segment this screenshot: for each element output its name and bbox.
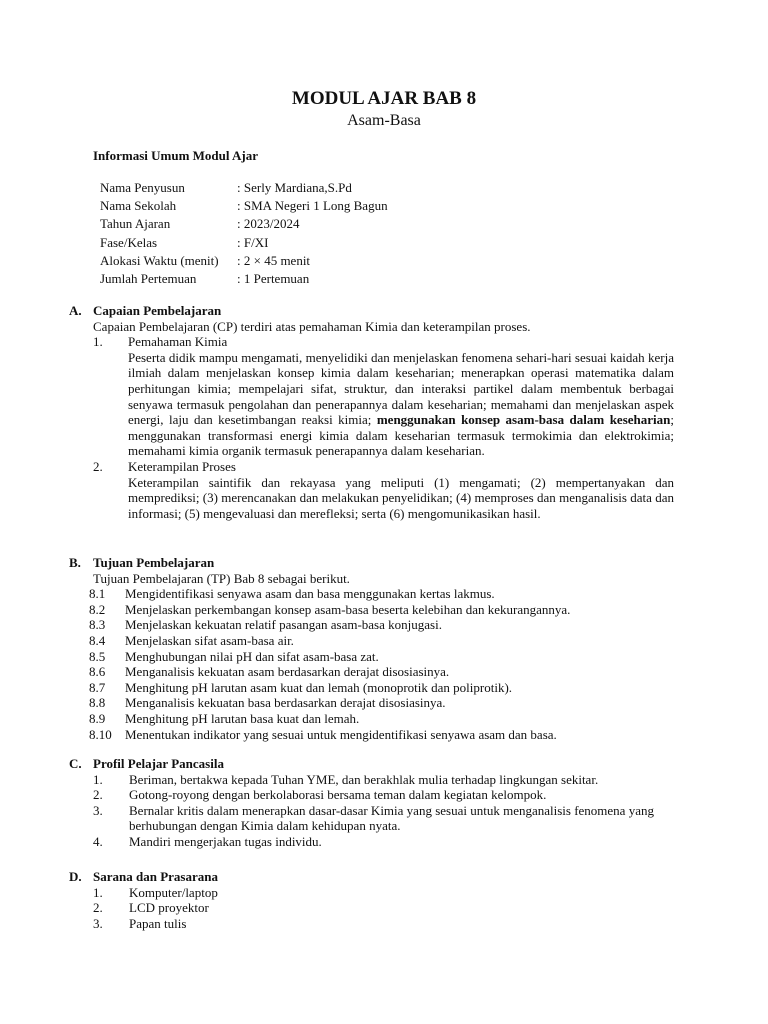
item-text: Menghitung pH larutan basa kuat dan lemah.	[125, 710, 360, 726]
info-label: Alokasi Waktu (menit)	[100, 252, 219, 268]
info-label: Nama Sekolah	[100, 198, 177, 214]
item-text: Menjelaskan sifat asam-basa air.	[125, 632, 294, 648]
item-number: 8.8	[89, 695, 106, 711]
item-number: 3.	[93, 802, 103, 818]
section-intro: Tujuan Pembelajaran (TP) Bab 8 sebagai berikut.	[93, 570, 350, 586]
section-tujuan-pembelajaran	[69, 555, 674, 742]
section-letter: C.	[69, 756, 82, 771]
document-subtitle: Asam-Basa	[347, 112, 421, 129]
list-item	[69, 664, 674, 680]
info-label: Fase/Kelas	[100, 234, 158, 250]
section-capaian-pembelajaran	[69, 303, 674, 521]
item-text: Menjelaskan kekuatan relatif pasangan asam-basa konjugasi.	[125, 617, 442, 633]
paragraph-text: Peserta didik mampu mengamati, menyelidiki dan menjelaskan fenomena sehari-hari sesuai kaidah kerja ilmiah dalam menjelaskan konsep kimia dalam keseharian; menerapkan operasi matematika dalam perhitungan kimia; mempelajari sifat, struktur, dan interaksi partikel dalam membentuk berbagai senyawa termasuk pengolahan dan penerapannya dalam keseharian; memahami dan menjelaskan aspek energi, laju dan kesetimbangan reaksi kimia;	[128, 349, 674, 428]
list-item	[69, 334, 674, 459]
section-profil-pelajar-pancasila	[69, 756, 674, 850]
list-item	[69, 695, 674, 711]
section-title: Capaian Pembelajaran	[93, 303, 222, 318]
list-item	[69, 586, 674, 602]
item-number: 1.	[93, 334, 103, 350]
section-title: Profil Pelajar Pancasila	[93, 756, 224, 771]
info-row	[100, 197, 388, 215]
info-value: : 1 Pertemuan	[237, 270, 310, 286]
section-letter: D.	[69, 869, 82, 884]
list-item	[69, 633, 674, 649]
item-number: 8.3	[89, 617, 106, 633]
info-value: : 2 × 45 menit	[237, 252, 311, 268]
item-number: 8.6	[89, 664, 106, 680]
item-text: Papan tulis	[129, 915, 187, 931]
item-paragraph	[128, 350, 674, 459]
item-text: Menentukan indikator yang sesuai untuk mengidentifikasi senyawa asam dan basa.	[125, 726, 557, 742]
section-heading	[69, 555, 674, 571]
section-sarana-prasarana	[69, 869, 674, 931]
item-text: Menjelaskan perkembangan konsep asam-basa beserta kelebihan dan kekurangannya.	[125, 601, 571, 617]
list-item	[69, 834, 674, 850]
list-item	[69, 772, 674, 788]
list-item	[69, 617, 674, 633]
item-number: 2.	[93, 787, 103, 803]
info-value: : F/XI	[237, 234, 269, 250]
section-intro: Capaian Pembelajaran (CP) terdiri atas pemahaman Kimia dan keterampilan proses.	[93, 318, 531, 334]
list-item	[69, 803, 674, 834]
list-item	[69, 711, 674, 727]
list-item	[69, 680, 674, 696]
section-letter: B.	[69, 555, 81, 570]
item-text: Menghubungan nilai pH dan sifat asam-basa zat.	[125, 648, 379, 664]
section-heading	[69, 869, 674, 885]
list-item	[69, 649, 674, 665]
item-text: Mandiri mengerjakan tugas individu.	[129, 833, 322, 849]
item-number: 8.5	[89, 648, 106, 664]
item-number: 8.1	[89, 586, 106, 602]
info-value: : 2023/2024	[237, 216, 300, 232]
item-text: Mengidentifikasi senyawa asam dan basa menggunakan kertas lakmus.	[125, 586, 495, 602]
item-text: Menghitung pH larutan asam kuat dan lemah (monoprotik dan poliprotik).	[125, 679, 513, 695]
section-letter: A.	[69, 303, 82, 318]
item-number: 8.2	[89, 601, 106, 617]
item-number: 8.9	[89, 710, 106, 726]
info-row	[100, 270, 388, 288]
section-heading	[69, 303, 674, 319]
item-label: Pemahaman Kimia	[128, 334, 228, 350]
info-row	[100, 252, 388, 270]
item-number: 3.	[93, 915, 103, 931]
info-label: Nama Penyusun	[100, 180, 185, 195]
item-text: Beriman, bertakwa kepada Tuhan YME, dan berakhlak mulia terhadap lingkungan sekitar.	[129, 771, 599, 787]
item-number: 1.	[93, 884, 103, 900]
list-item	[69, 787, 674, 803]
item-number: 4.	[93, 833, 103, 849]
list-item	[69, 459, 674, 521]
info-row	[100, 234, 388, 252]
item-number: 2.	[93, 458, 103, 474]
item-text: Bernalar kritis dalam menerapkan dasar-dasar Kimia yang sesuai untuk menganalisis fenomena yang berhubungan dengan Kimia dalam kehidupan nyata.	[129, 802, 654, 834]
list-item	[69, 900, 674, 916]
list-item	[69, 916, 674, 932]
item-text: Menganalisis kekuatan asam berdasarkan derajat disosiasinya.	[125, 664, 450, 680]
item-paragraph: Keterampilan saintifik dan rekayasa yang meliputi (1) mengamati; (2) mempertanyakan dan memprediksi; (3) merencanakan dan melakukan penyelidikan; (4) memproses dan menganalisis data dan informasi; (5) mengevaluasi dan merefleksi; serta (6) mengomunikasikan hasil.	[128, 474, 674, 521]
item-text: LCD proyektor	[129, 900, 209, 916]
item-number: 8.10	[89, 726, 112, 742]
info-table	[100, 179, 388, 288]
section-heading	[69, 756, 674, 772]
item-text: Menganalisis kekuatan basa berdasarkan derajat disosiasinya.	[125, 695, 446, 711]
info-value: : Serly Mardiana,S.Pd	[237, 180, 352, 195]
paragraph-text: ; menggunakan transformasi energi kimia dalam keseharian termasuk termokimia dan elektrokimia; memahami kimia organik termasuk penerapannya dalam keseharian.	[128, 412, 674, 459]
item-text: Gotong-royong dengan berkolaborasi bersama teman dalam kegiatan kelompok.	[129, 787, 547, 803]
info-row	[100, 179, 388, 197]
item-text: Komputer/laptop	[129, 884, 218, 900]
paragraph-bold-text: menggunakan konsep asam-basa dalam keseharian	[376, 412, 671, 428]
section-title: Sarana dan Prasarana	[93, 869, 218, 884]
info-label: Jumlah Pertemuan	[100, 270, 197, 286]
info-row	[100, 215, 388, 233]
list-item	[69, 602, 674, 618]
info-heading: Informasi Umum Modul Ajar	[93, 148, 259, 163]
item-number: 8.4	[89, 632, 106, 648]
item-number: 2.	[93, 900, 103, 916]
info-label: Tahun Ajaran	[100, 216, 171, 232]
item-number: 8.7	[89, 679, 106, 695]
document-title: MODUL AJAR BAB 8	[291, 88, 477, 109]
item-number: 1.	[93, 771, 103, 787]
list-item	[69, 727, 674, 743]
info-value: : SMA Negeri 1 Long Bagun	[237, 198, 388, 214]
item-label: Keterampilan Proses	[128, 458, 236, 474]
list-item	[69, 885, 674, 901]
section-title: Tujuan Pembelajaran	[93, 555, 215, 570]
